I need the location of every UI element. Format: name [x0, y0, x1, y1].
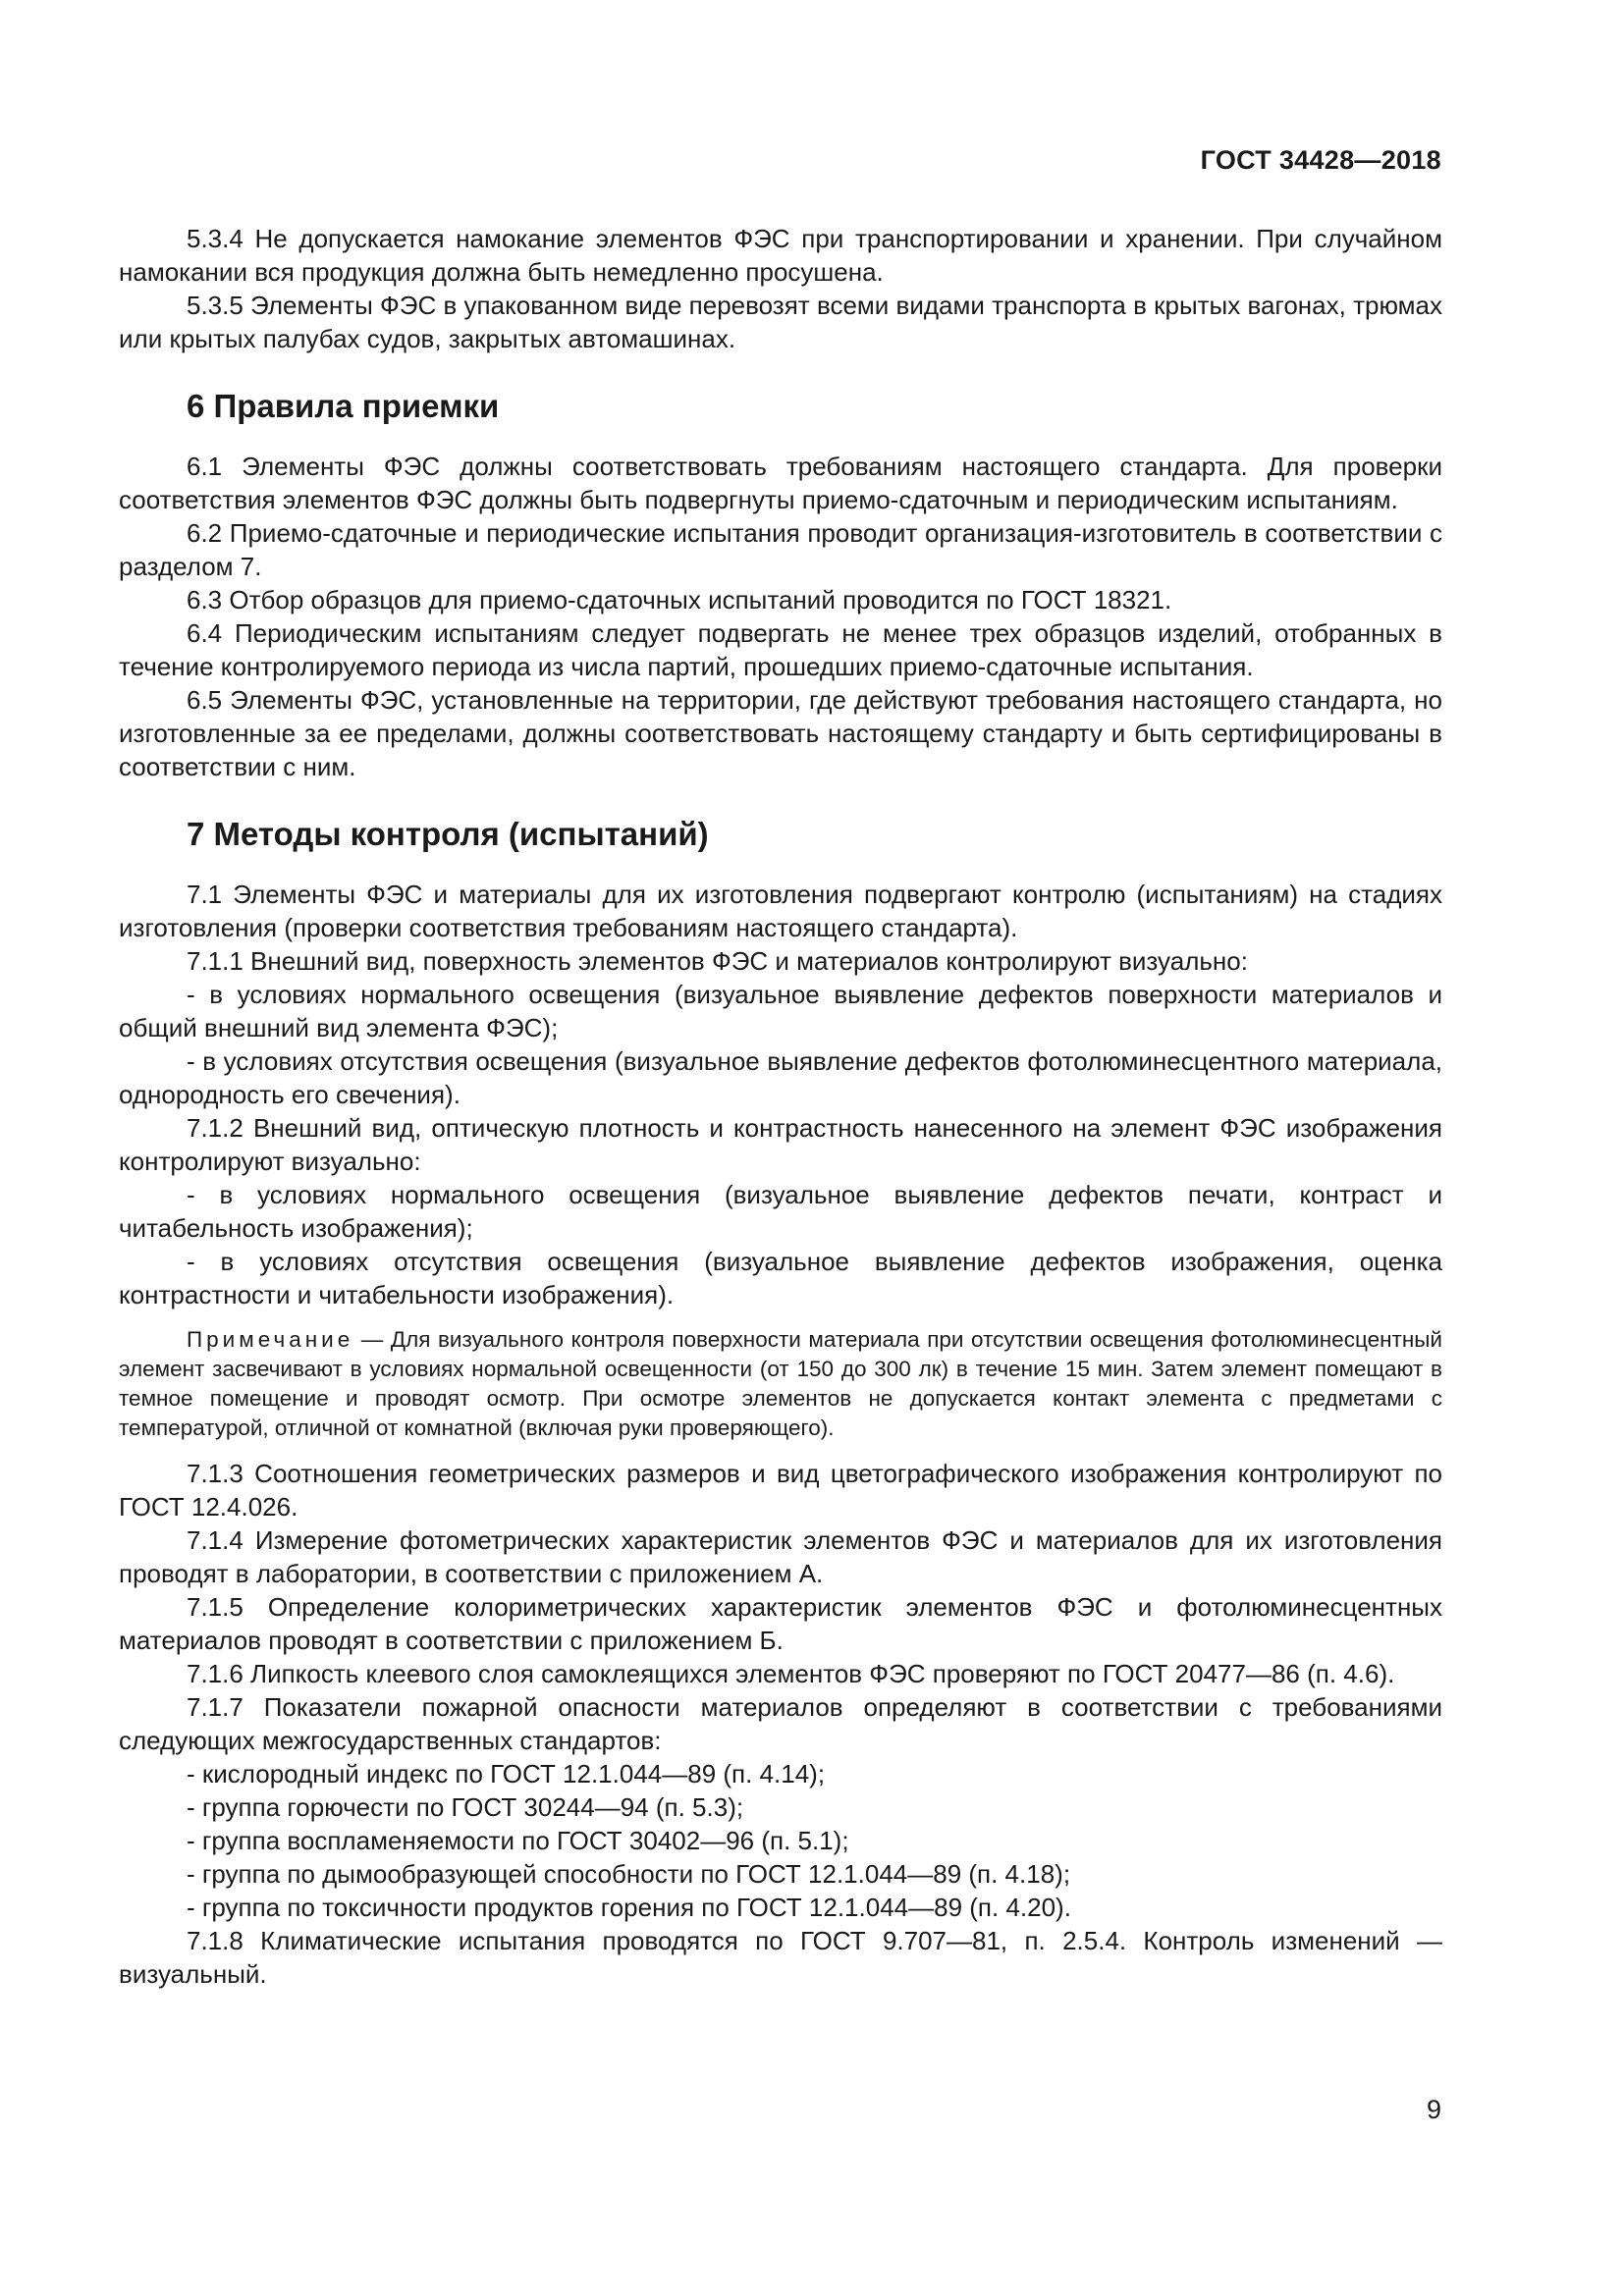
list-item: - в условиях отсутствия освещения (визуальное выявление дефектов фотолюминесцентного материала, однородность его свечения).: [119, 1046, 1442, 1109]
note: [119, 1325, 1442, 1443]
paragraph-6-2: 6.2 Приемо-сдаточные и периодические испытания проводит организация-изготовитель в соответствии с разделом 7.: [119, 518, 1442, 581]
paragraph-6-1: 6.1 Элементы ФЭС должны соответствовать требованиям настоящего стандарта. Для проверки соответствия элементов ФЭС должны быть подвергнуты приемо-сдаточным и периодическим испытаниям.: [119, 452, 1442, 514]
paragraph-7-1-8: 7.1.8 Климатические испытания проводятся по ГОСТ 9.707—81, п. 2.5.4. Контроль изменений — визуальный.: [119, 1926, 1442, 1989]
paragraph-7-1-3: 7.1.3 Соотношения геометрических размеров и вид цветографического изображения контролируют по ГОСТ 12.4.026.: [119, 1459, 1442, 1522]
paragraph-7-1-4: 7.1.4 Измерение фотометрических характеристик элементов ФЭС и материалов для их изготовления проводят в лаборатории, в соответствии с приложением А.: [119, 1525, 1442, 1588]
paragraph-6-5: 6.5 Элементы ФЭС, установленные на территории, где действуют требования настоящего стандарта, но изготовленные за ее пределами, должны соответствовать настоящему стандарту и быть сертифицированы в соответствии с ним.: [119, 685, 1442, 781]
document-header: ГОСТ 34428—2018: [1200, 145, 1441, 175]
section-6-heading: 6 Правила приемки: [187, 388, 500, 424]
list-item: - в условиях отсутствия освещения (визуальное выявление дефектов изображения, оценка контрастности и читабельности изображения).: [119, 1247, 1442, 1309]
list-item: - группа воспламеняемости по ГОСТ 30402—96 (п. 5.1);: [187, 1826, 849, 1855]
paragraph-6-3: 6.3 Отбор образцов для приемо-сдаточных испытаний проводится по ГОСТ 18321.: [187, 585, 1172, 614]
page-number: 9: [1426, 2095, 1441, 2124]
list-item: - кислородный индекс по ГОСТ 12.1.044—89 (п. 4.14);: [187, 1759, 826, 1789]
list-item: - группа по токсичности продуктов горения по ГОСТ 12.1.044—89 (п. 4.20).: [187, 1893, 1071, 1922]
list-item: - в условиях нормального освещения (визуальное выявление дефектов поверхности материалов и общий внешний вид элемента ФЭС);: [119, 980, 1442, 1042]
paragraph-7-1-2: 7.1.2 Внешний вид, оптическую плотность и контрастность нанесенного на элемент ФЭС изображения контролируют визуально:: [119, 1113, 1442, 1176]
paragraph-5-3-4: 5.3.4 Не допускается намокание элементов ФЭС при транспортировании и хранении. При случайном намокании вся продукция должна быть немедленно просушена.: [119, 224, 1442, 287]
note-text: — Для визуального контроля поверхности материала при отсутствии освещения фотолюминесцентный элемент засвечивают в условиях нормальной освещенности (от 150 до 300 лк) в течение 15 мин. Затем элемент помещают в темное помещение и проводят осмотр. При осмотре элементов не допускается контакт элемента с предметами с температурой, отличной от комнатной (включая руки проверяющего).: [119, 1327, 1442, 1440]
document-body: [119, 222, 1442, 1991]
note-label: Примечание: [187, 1327, 354, 1352]
list-item: - в условиях нормального освещения (визуальное выявление дефектов печати, контраст и читабельность изображения);: [119, 1180, 1442, 1243]
paragraph-7-1-1: 7.1.1 Внешний вид, поверхность элементов ФЭС и материалов контролируют визуально:: [187, 946, 1248, 976]
paragraph-7-1-5: 7.1.5 Определение колориметрических характеристик элементов ФЭС и фотолюминесцентных материалов проводят в соответствии с приложением Б.: [119, 1592, 1442, 1655]
list-item: - группа горючести по ГОСТ 30244—94 (п. 5.3);: [187, 1792, 744, 1822]
paragraph-7-1-7: 7.1.7 Показатели пожарной опасности материалов определяют в соответствии с требованиями следующих межгосударственных стандартов:: [119, 1692, 1442, 1755]
paragraph-6-4: 6.4 Периодическим испытаниям следует подвергать не менее трех образцов изделий, отобранных в течение контролируемого периода из числа партий, прошедших приемо-сдаточные испытания.: [119, 618, 1442, 681]
paragraph-7-1-6: 7.1.6 Липкость клеевого слоя самоклеящихся элементов ФЭС проверяют по ГОСТ 20477—86 (п. 4.6).: [187, 1659, 1395, 1688]
section-7-heading: 7 Методы контроля (испытаний): [187, 816, 709, 852]
paragraph-5-3-5: 5.3.5 Элементы ФЭС в упакованном виде перевозят всеми видами транспорта в крытых вагонах, трюмах или крытых палубах судов, закрытых автомашинах.: [119, 291, 1442, 353]
paragraph-7-1: 7.1 Элементы ФЭС и материалы для их изготовления подвергают контролю (испытаниям) на стадиях изготовления (проверки соответствия требованиям настоящего стандарта).: [119, 880, 1442, 942]
list-item: - группа по дымообразующей способности по ГОСТ 12.1.044—89 (п. 4.18);: [187, 1859, 1071, 1889]
